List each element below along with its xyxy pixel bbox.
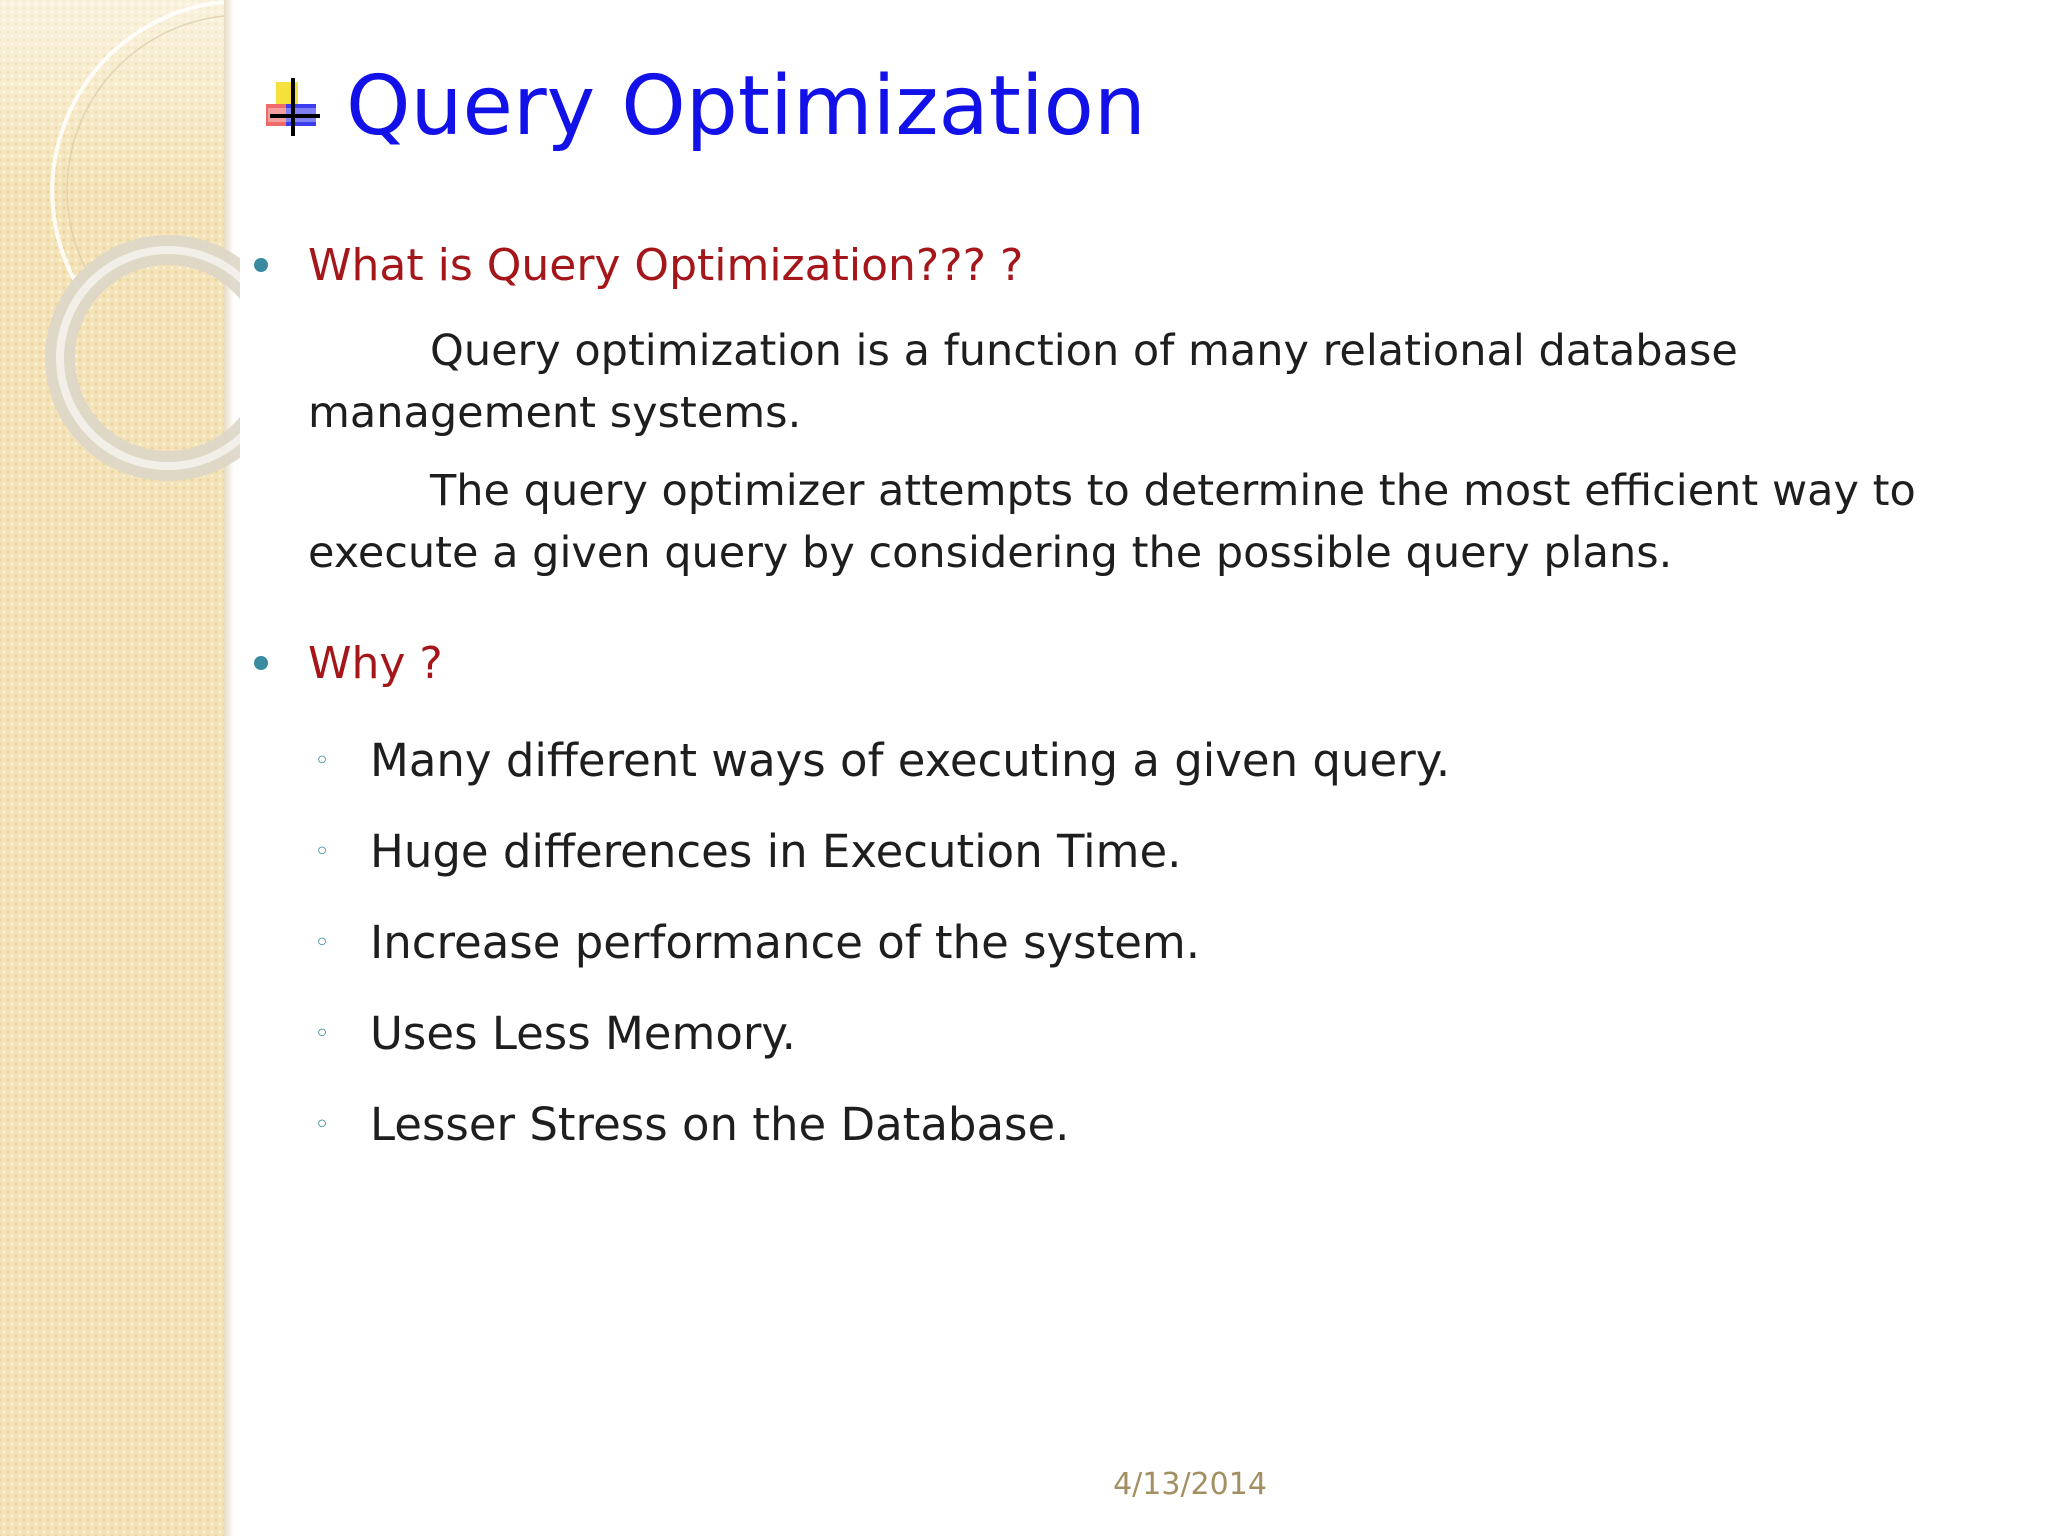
section-heading-what: What is Query Optimization??? ?: [308, 240, 1024, 291]
list-item: Uses Less Memory.: [370, 1007, 796, 1060]
list-item: Increase performance of the system.: [370, 916, 1201, 969]
slide-bullet-icon: [258, 74, 324, 140]
decorative-rings: [0, 0, 240, 520]
sub-bullet-marker: ◦: [314, 1110, 330, 1140]
slide-title-row: [258, 52, 1146, 162]
definition-paragraph: Query optimization is a function of many relational database management systems.: [308, 326, 1738, 438]
sub-bullet-marker: ◦: [314, 1019, 330, 1049]
bullet-dot: [254, 258, 268, 272]
list-item: Huge differences in Execution Time.: [370, 825, 1182, 878]
section-heading-why: Why ?: [308, 638, 443, 689]
sub-bullet-marker: ◦: [314, 928, 330, 958]
bullet-dot: [254, 656, 268, 670]
sub-bullet-marker: ◦: [314, 746, 330, 776]
list-item: Lesser Stress on the Database.: [370, 1098, 1070, 1151]
slide-title: Query Optimization: [346, 59, 1146, 154]
list-item: Many different ways of executing a given query.: [370, 734, 1451, 787]
optimizer-paragraph: The query optimizer attempts to determine the most efficient way to execute a given query by considering the possible query plans.: [308, 466, 1916, 578]
footer-date: 4/13/2014: [1113, 1467, 1267, 1502]
sub-bullet-marker: ◦: [314, 837, 330, 867]
